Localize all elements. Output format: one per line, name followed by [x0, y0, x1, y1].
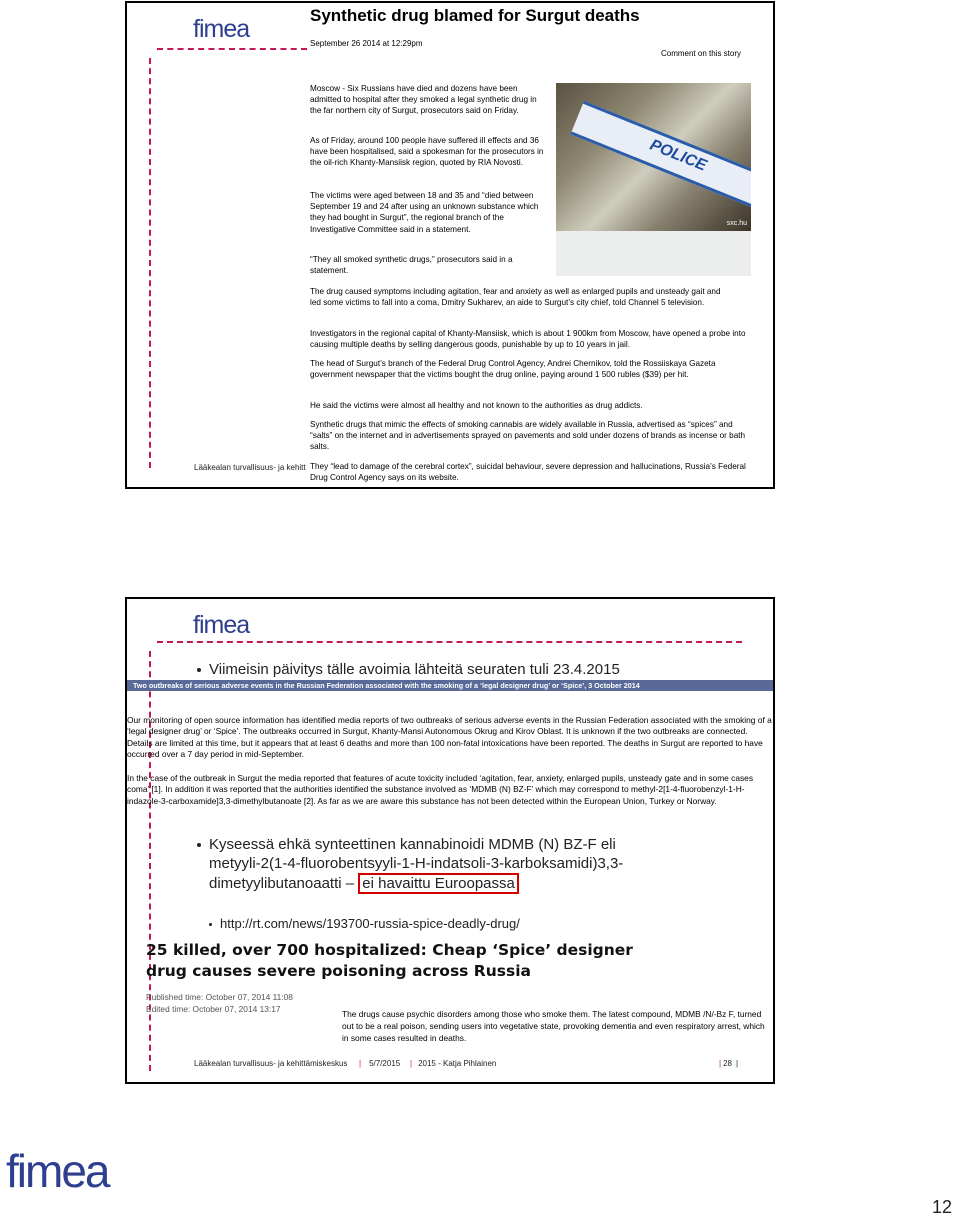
- article-paragraph: They “lead to damage of the cerebral cortex”, suicidal behaviour, severe depression and hallucinations, Russia’s Federal Drug Control Agency says on its website.: [310, 462, 746, 483]
- bullet-substance: Kyseessä ehkä synteettinen kannabinoidi MDMB (N) BZ-F eli: [197, 836, 616, 854]
- article-paragraph: The head of Surgut’s branch of the Federal Drug Control Agency, Andrei Chernikov, told the Rossiiskaya Gazeta government newspaper that the victims bought the drug online, paying around 1 500 rubles ($39) per hit.: [310, 359, 716, 380]
- article-paragraph: The victims were aged between 18 and 35 and “died between September 19 and 24 after using an unknown substance which they had bought in Surgut”, the regional branch of the Investigative Committee said in a statement.: [310, 191, 539, 234]
- fimea-logo-large: fimea: [6, 1145, 109, 1197]
- decorative-dashed-line: [157, 48, 307, 50]
- photo-credit: sxc.hu: [726, 220, 747, 227]
- article-paragraph: The drug caused symptoms including agitation, fear and anxiety as well as enlarged pupils and unsteady gait and led some victims to fall into a coma, Dmitry Sukharev, an aide to Surgut’s city chief, told Channel 5 television.: [310, 287, 721, 308]
- article-title: Synthetic drug blamed for Surgut deaths: [310, 6, 640, 25]
- police-tape-photo: [556, 83, 751, 231]
- rt-article-meta: Published time: October 07, 2014 11:08 Edited time: October 07, 2014 13:17: [146, 992, 293, 1014]
- fimea-logo: fimea: [193, 15, 250, 43]
- slide-update: [125, 597, 775, 1084]
- article-date: September 26 2014 at 12:29pm: [310, 39, 423, 48]
- article-paragraph: “They all smoked synthetic drugs,” prosecutors said in a statement.: [310, 255, 513, 276]
- police-tape: POLICE: [571, 101, 751, 209]
- comment-link[interactable]: Comment on this story: [660, 49, 741, 58]
- page-number: 12: [931, 1197, 952, 1217]
- highlight-box: ei havaittu Euroopassa: [358, 873, 519, 894]
- bullet-substance-line: dimetyylibutanoaatti – ei havaittu Euroopassa: [209, 875, 519, 893]
- slide-footer-org: Lääkealan turvallisuus- ja kehittämiskeskus: [194, 1059, 348, 1068]
- bullet-update: Viimeisin päivitys tälle avoimia lähteitä seuraten tuli 23.4.2015: [197, 661, 620, 679]
- article-paragraph: As of Friday, around 100 people have suffered ill effects and 36 have been hospitalised, said a spokesman for the prosecutors in the oil-rich Khanty-Mansiisk region, quoted by RIA Novosti.: [310, 136, 544, 168]
- bullet-substance-line: metyyli-2(1-4-fluorobentsyyli-1-H-indatsoli-3-karboksamidi)3,3-: [209, 855, 624, 872]
- article-paragraph: He said the victims were almost all healthy and not known to the authorities as drug addicts.: [310, 401, 643, 410]
- slide-footer: Lääkealan turvallisuus- ja kehitt: [194, 463, 306, 472]
- article-paragraph: Synthetic drugs that mimic the effects of smoking cannabis are widely available in Russia, advertised as “spices” and “salts” on the internet and in advertisements sprayed on pavements and sold under dozens of brands as incense or bath salts.: [310, 420, 746, 452]
- fimea-logo: fimea: [193, 611, 250, 639]
- rt-article-body: The drugs cause psychic disorders among those who smoke them. The latest compound, MDMB /N/-Bz F, turned out to be a real poison, sending users into vegetative state, provoking dementia and even respiratory arrest, which in some cases resulted in deaths.: [342, 1009, 765, 1043]
- article-paragraph: Moscow - Six Russians have died and dozens have been admitted to hospital after they smoked a legal synthetic drug in the far northern city of Surgut, prosecutors said on Friday.: [310, 84, 537, 116]
- photo-caption-area: [556, 231, 751, 276]
- report-header-band: Two outbreaks of serious adverse events in the Russian Federation associated with the smoking of a ‘legal designer drug’ or ‘Spice’, 3 October 2014: [127, 680, 775, 691]
- slide-footer-author: | 2015 - Katja Pihlainen: [410, 1059, 497, 1068]
- decorative-dashed-line-vertical: [149, 58, 151, 468]
- sub-bullet-link[interactable]: http://rt.com/news/193700-russia-spice-deadly-drug/: [209, 915, 520, 933]
- slide-article: [125, 1, 775, 489]
- decorative-dashed-line: [157, 641, 742, 643]
- slide-footer-date: | 5/7/2015: [359, 1059, 401, 1068]
- article-paragraph: Investigators in the regional capital of Khanty-Mansiisk, which is about 1 900km from Moscow, have opened a probe into causing multiple deaths by selling dangerous goods, punishable by up to 10 years in jail.: [310, 329, 746, 350]
- report-paragraph: Our monitoring of open source information has identified media reports of two outbreaks of serious adverse events in the Russian Federation associated with the smoking of a ‘legal designer drug’ or ‘Spice’. The outbreaks occurred in Surgut, Khanty-Mansi Autonomous Okrug and Kirov Oblast. It is unknown if the two outbreaks are connected. Details are limited at this time, but it appears that at least 6 deaths and more than 100 non-fatal intoxications have been reported. The deaths in Surgut are reported to have occurred over a 7 day period in mid-September.: [127, 715, 772, 760]
- slide-footer-page: | 28 |: [719, 1059, 739, 1068]
- rt-article-title: 25 killed, over 700 hospitalized: Cheap ‘Spice’ designer drug causes severe poisoning across Russia: [146, 941, 633, 980]
- report-paragraph: In the case of the outbreak in Surgut the media reported that features of acute toxicity included ‘agitation, fear, anxiety, enlarged pupils, unsteady gate and in some cases coma’ [1]. In addition it was reported that the authorities identified the substance involved as ‘MDMB (N) BZ-F’ which may correspond to methyl-2[1-4-fluorobenzyl-1-H-indazole-3-carboxamide]3,3-dimethylbutanoate [2]. As far as we are aware this substance has not been detected within the European Union, Turkey or Norway.: [127, 773, 754, 806]
